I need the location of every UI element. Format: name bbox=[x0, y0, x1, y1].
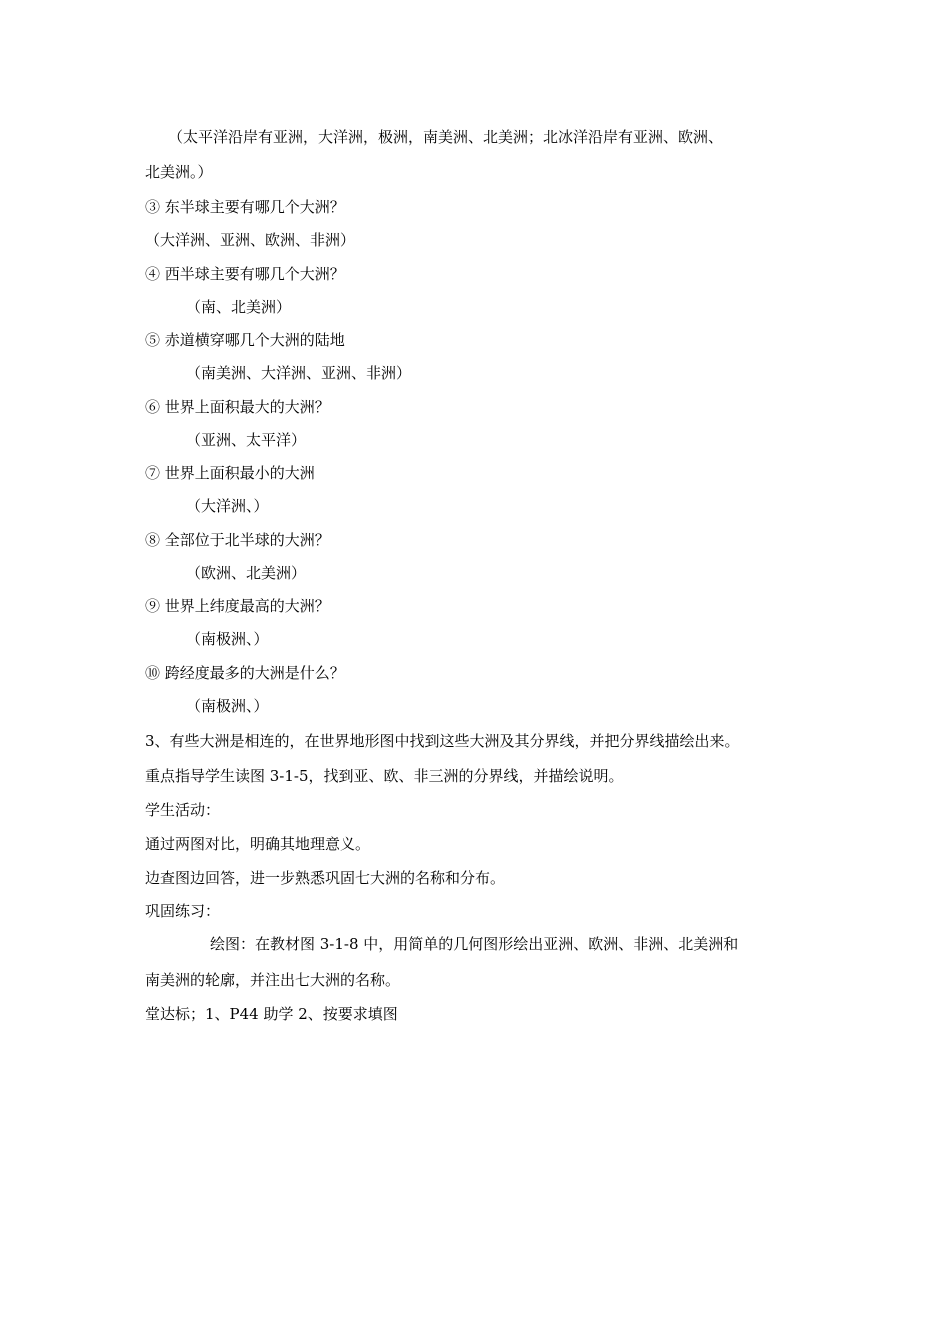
practice-drawing-task: 绘图：在教材图 3-1-8 中，用简单的几何图形绘出亚洲、欧洲、非洲、北美洲和 bbox=[210, 935, 739, 953]
answer-5: （南美洲、大洋洲、亚洲、非洲） bbox=[186, 364, 412, 382]
answer-3: （大洋洲、亚洲、欧洲、非洲） bbox=[145, 231, 356, 249]
answer-line-pacific-arctic: （太平洋沿岸有亚洲，大洋洲，极洲，南美洲、北美洲；北冰洋沿岸有亚洲、欧洲、 bbox=[168, 128, 724, 146]
student-activity-2: 边查图边回答，进一步熟悉巩固七大洲的名称和分布。 bbox=[145, 869, 506, 887]
question-5-equator: ⑤ 赤道横穿哪几个大洲的陆地 bbox=[145, 331, 345, 349]
answer-9: （南极洲、） bbox=[186, 630, 269, 648]
question-9-highest-latitude: ⑨ 世界上纬度最高的大洲？ bbox=[145, 597, 330, 615]
answer-line-continuation: 北美洲。） bbox=[145, 163, 213, 181]
question-10-most-longitude: ⑩ 跨经度最多的大洲是什么？ bbox=[145, 664, 345, 682]
question-6-largest: ⑥ 世界上面积最大的大洲？ bbox=[145, 398, 330, 416]
answer-4: （南、北美洲） bbox=[186, 298, 292, 316]
question-8-northern-hemisphere: ⑧ 全部位于北半球的大洲？ bbox=[145, 531, 330, 549]
student-activity-1: 通过两图对比，明确其地理意义。 bbox=[145, 835, 371, 853]
class-assessment: 堂达标；1、P44 助学 2、按要求填图 bbox=[145, 1005, 398, 1023]
question-4-western-hemisphere: ④ 西半球主要有哪几个大洲？ bbox=[145, 265, 345, 283]
answer-8: （欧洲、北美洲） bbox=[186, 564, 307, 582]
practice-drawing-task-continuation: 南美洲的轮廓，并注出七大洲的名称。 bbox=[145, 971, 401, 989]
answer-6: （亚洲、太平洋） bbox=[186, 431, 307, 449]
practice-heading: 巩固练习： bbox=[145, 902, 221, 920]
student-activity-heading: 学生活动： bbox=[145, 801, 221, 819]
question-7-smallest: ⑦ 世界上面积最小的大洲 bbox=[145, 464, 315, 482]
answer-10: （南极洲、） bbox=[186, 697, 269, 715]
teacher-guidance: 重点指导学生读图 3-1-5，找到亚、欧、非三洲的分界线，并描绘说明。 bbox=[145, 767, 624, 785]
question-3-eastern-hemisphere: ③ 东半球主要有哪几个大洲？ bbox=[145, 198, 345, 216]
answer-7: （大洋洲、） bbox=[186, 497, 269, 515]
item-3-connected-continents: 3、有些大洲是相连的，在世界地形图中找到这些大洲及其分界线，并把分界线描绘出来。 bbox=[145, 732, 740, 750]
